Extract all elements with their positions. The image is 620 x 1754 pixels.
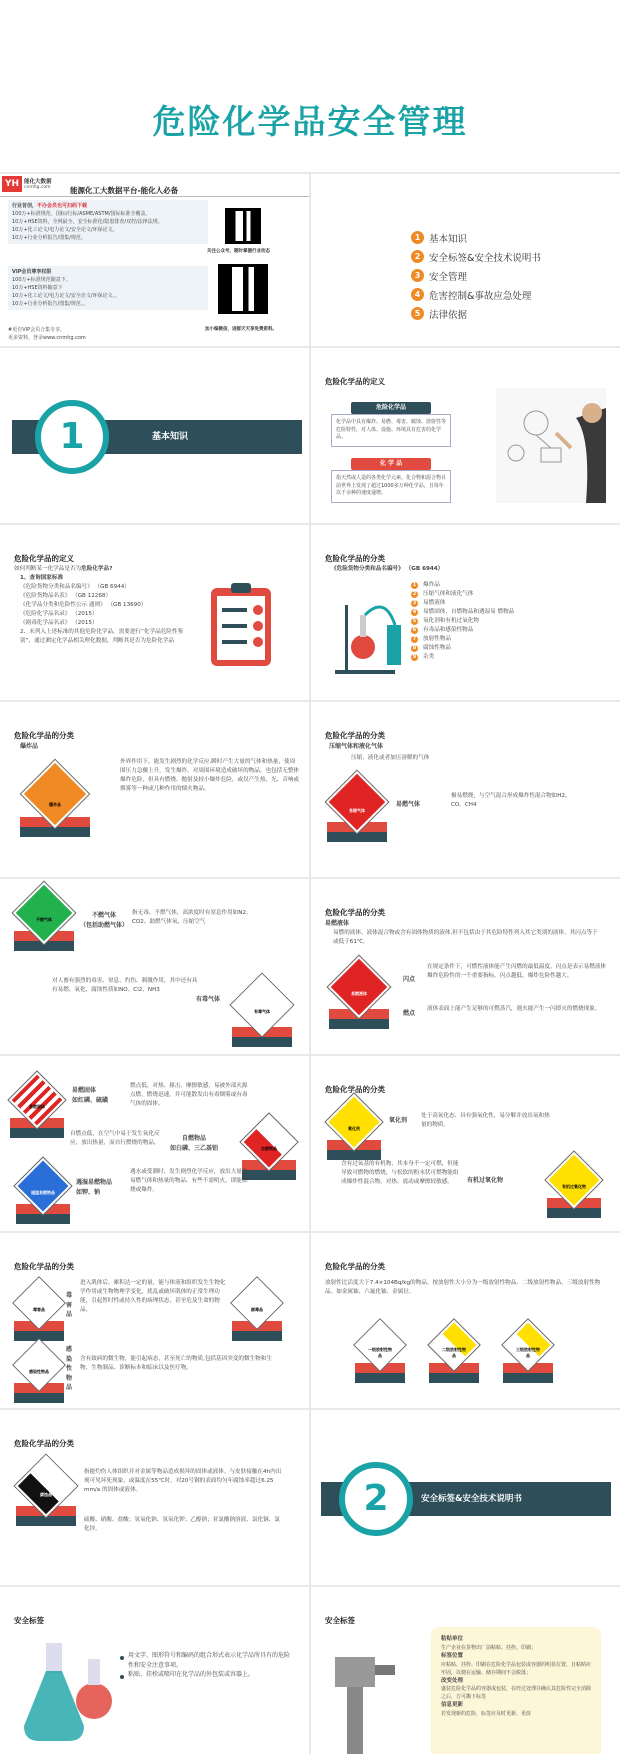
flask-illustration	[14, 1631, 114, 1751]
toxic-gas-label: 有毒气体	[196, 996, 221, 1003]
spontaneous-label: 自燃物品 如白磷、三乙基铝	[170, 1135, 219, 1152]
solid-slide	[0, 1056, 309, 1231]
qr-code-official[interactable]	[225, 208, 261, 244]
card1-text: 化学品中具有爆炸、易燃、毒害、腐蚀、放射性等危险特性，对人体、设施、环境具有危害的化学品。	[331, 414, 451, 447]
nonflam-label: 不燃气体 （包括助燃气体）	[80, 912, 129, 929]
toxic-heading: 危险化学品的分类	[14, 1262, 74, 1271]
organic-peroxide-sign-label: 有机过氧化物	[562, 1184, 586, 1189]
explosive-heading: 危险化学品的分类	[14, 731, 74, 740]
toc-item-1[interactable]: 1 基本知识	[411, 228, 541, 247]
corrosive-text: 指能灼伤人体组织并对金属等物品造成损坏的固体或液体。与皮肤接触在4h内出现可见坏死现象，或温度在55℃时，对20号钢的表面均匀年腐蚀率超过6.25 mm/a 的固体或液体。	[84, 1469, 282, 1493]
page-title: 危险化学品安全管理	[152, 102, 468, 141]
qr1-caption: 关注公众号，随时掌握行业动态	[207, 249, 270, 254]
class-item: 7 放射性物品	[412, 635, 451, 642]
nonflam-sign-label: 不燃气体	[36, 917, 52, 922]
oxidizer-label: 氧化剂	[389, 1117, 408, 1124]
toxic-gas-sign-label: 有毒气体	[254, 1009, 270, 1014]
gas-slide	[311, 702, 620, 877]
liquid-slide	[311, 879, 620, 1054]
toc-slide	[311, 174, 620, 346]
clipboard-icon	[206, 580, 281, 670]
ad-headline: 能源化工大数据平台-能化人必备	[70, 186, 179, 195]
spontaneous-text: 自燃点低，在空气中易于发生氧化反应，放出热量，而自行燃烧的物品。	[70, 1131, 160, 1146]
gas-text: 极易燃烧，与空气混合形成爆炸性混合物如H2、CO、CH4	[451, 793, 571, 808]
radio1-sign-label: 一级放射性物品	[368, 1347, 392, 1358]
qr2-caption: 加小编微信，进群天天享免费资料。	[205, 327, 277, 332]
solid-sign-label: 易燃固体	[29, 1104, 45, 1109]
label-detail-title-2: 标签位置	[441, 1652, 464, 1659]
class-item: 2 压缩气体和液化气体	[412, 590, 474, 597]
gas-sub2: 压缩、液化或者加压溶解的气体	[351, 755, 430, 761]
section2-number: 2	[339, 1462, 413, 1536]
water-reactive-label: 遇湿易燃物品 如钾、钠	[76, 1179, 113, 1196]
lab-apparatus-icon	[325, 585, 405, 680]
section2-slide	[311, 1410, 620, 1585]
class-sub: 《危险货物分类和品名编号》 （GB 6944）	[331, 566, 444, 572]
class-item: 6 有毒品和感染性物品	[412, 626, 474, 633]
gas-sign-label: 易燃气体	[349, 808, 365, 813]
card2-text: 指天然或人造的各类化学元素、化合物和混合物目前世界上发现了超过1000多万种化学品，且每年以千余种的速度递增。	[331, 470, 451, 503]
toxic-slide	[0, 1233, 309, 1408]
label-bullets: 用文字、图形符号和编码的组合形式表示化学品所具有的危险性和安全注意事项。 粘贴、挂栓或喷印在化学品的外包装或容器上。	[120, 1651, 290, 1680]
brand-name: 能化大数据	[24, 179, 52, 185]
toxic-gas-text: 对人畜有强烈的毒害、窒息、灼伤、刺激作用，其中还有具有易燃、氧化、腐蚀性质如NO、Cl2、NH3	[52, 978, 198, 993]
class-item: 1 爆炸品	[412, 582, 440, 588]
explosive-text: 外界作用下，能发生剧烈的化学反应,瞬时产生大量的气体和热量，使周围压力急骤上升，发生爆炸，对周围环境造成破坏的物品。也包括无整体爆炸危险，但具有燃烧、抛射及较小爆炸危险，或仅产生热、光、音响或烟雾等一种或几种作用的烟火物品。	[120, 759, 300, 792]
def2-body: 如何判断某一化学品是否为危险化学品? 1、查询国家标准 《危险货物分类和品名编号》 （GB 6944） 《危险货物品名表》 （GB 12268） 《化学品分类和危险性公示 通则》 （GB 13690） 《危险化学品名录》 （2015） 《剧毒化学品名录》 （2015） 2、未列入上述标准的其他危险化学品，需要进行“化学品危险性鉴别”，通过测定化学品相关理化数据，判断其是否为危险化学品	[14, 566, 184, 644]
spray-nozzle-illustration	[325, 1647, 405, 1754]
explosive-slide	[0, 702, 309, 877]
flammable-solid-text: 燃点低、对热、撞击、摩擦敏感，易被外部火源点燃，燃烧迅速，并可能散发出有毒烟雾或有毒气体的固体。	[130, 1083, 248, 1107]
fire-point-label: 燃点	[403, 1010, 416, 1017]
water-reactive-sign-label: 遇湿易燃物品	[31, 1190, 55, 1195]
explosive-sign-label: 爆炸品	[49, 802, 61, 807]
water-reactive-text: 遇水或受潮时，发生剧烈化学反应，放出大量的易燃气体和热量的物品。有些不需明火，即能燃烧或爆炸。	[130, 1169, 248, 1193]
brand-logo: YH	[2, 176, 22, 192]
toxic-label: 毒害品	[66, 1292, 73, 1319]
definition-slide	[311, 348, 620, 523]
liquid-text: 易燃的液体、液体混合物或含有固体物质的液体,但不包括由于其危险特性列入其它类别的液体。其闪点等于或低于61℃。	[333, 930, 598, 945]
ad-block1: 行业首创，不办会员也可扫码下载 100万+标准规范、国标/行标/ASME/ASTM/国际标准全覆盖。 10万+HSE资料，全网最全，安全标准化/隐患排查/双控/法律法规。 10万+化工论文/电力论文/安全论文/环保论文。 10万+行业分析报告/图集/规范。	[8, 200, 208, 244]
gas-label: 易燃气体	[396, 801, 421, 808]
label-detail-slide	[311, 1587, 620, 1754]
section1-number: 1	[35, 400, 109, 474]
radioactive-slide	[311, 1233, 620, 1408]
toc-item-3[interactable]: 3 安全管理	[411, 266, 541, 285]
toxic-text: 进入肌体后，累积达一定的量，能与体液和组织发生生物化学作用或生物物理学变化，扰乱或破坏肌体的正常生理功能，引起暂时性或持久性的病理状态，甚至危及生命的物品。	[80, 1280, 226, 1313]
organic-peroxide-text: 含有过氧基的有机物，其本身不一定可燃，但能导致可燃物的燃烧，与松软的粉末状可燃物能组成爆炸性混合物，对热、震动或摩擦较敏感。	[341, 1161, 459, 1185]
organic-peroxide-label: 有机过氧化物	[467, 1177, 504, 1184]
title-slide	[0, 0, 620, 172]
fire-point-text: 液体表面上能产生足够的可燃蒸汽，遇火能产生一闪即灭的燃烧现象。	[427, 1006, 601, 1012]
radio-heading: 危险化学品的分类	[325, 1262, 385, 1271]
highly-toxic-sign-label: 剧毒品	[251, 1307, 263, 1312]
card1-title: 危险化学品	[351, 402, 431, 414]
oxidizer-text: 处于高氧化态、具有强氧化性，易分解并放出氧和热量的物质。	[421, 1113, 550, 1128]
gas-sub: 压缩气体和液化气体	[329, 743, 384, 750]
section1-banner: 基本知识	[12, 420, 302, 454]
toxic-sign-label: 毒害品	[33, 1307, 45, 1312]
spontaneous-sign-label: 自燃物品	[261, 1146, 277, 1151]
label-detail-title-4: 信息更新	[441, 1702, 464, 1709]
infectious-text: 含有致病的微生物，能引起病态，甚至死亡的物质,包括基因突变的微生物和生物、生物制品、诊断标本和临床以及医疗物。	[80, 1356, 272, 1371]
judge-slide	[0, 525, 309, 700]
section1-slide	[0, 348, 309, 523]
corrosive-slide	[0, 1410, 309, 1585]
liquid-heading: 危险化学品的分类	[325, 908, 385, 917]
flash-point-label: 闪点	[403, 976, 416, 983]
radio3-sign-label: 三级放射性物品	[516, 1347, 540, 1358]
nonflam-slide	[0, 879, 309, 1054]
class-list-slide	[311, 525, 620, 700]
section2-banner: 安全标签&安全技术说明书	[321, 1482, 611, 1516]
class-item: 9 杂类	[412, 653, 435, 660]
liquid-sub: 易燃液体	[325, 920, 350, 927]
toc-list	[411, 228, 541, 323]
oxidizer-heading: 危险化学品的分类	[325, 1085, 385, 1094]
gas-heading: 危险化学品的分类	[325, 731, 385, 740]
nonflam-text: 指无毒、不燃气体，高浓度时有窒息作用如N2、CO2、助燃气体氧、压缩空气	[132, 910, 252, 925]
toc-item-2[interactable]: 2 安全标签&安全技术说明书	[411, 247, 541, 266]
corrosive-heading: 危险化学品的分类	[14, 1439, 74, 1448]
toc-item-5[interactable]: 5 法律依据	[411, 304, 541, 323]
businessman-illustration	[496, 388, 606, 503]
flammable-solid-label: 易燃固体 如红磷、硫磺	[72, 1087, 109, 1104]
label2-heading: 安全标签	[325, 1616, 355, 1625]
class-item: 8 腐蚀性物品	[412, 644, 451, 651]
card2-title: 化 学 品	[351, 458, 431, 470]
radio-text: 放射性比活度大于7.4×104Bq/kg的物品。按放射性大小分为一级放射性物品、二级放射性物品、三级放射性物品。如金属铀、六氟化铀、金属钍。	[325, 1280, 601, 1295]
ad-slide	[0, 174, 309, 346]
label-slide	[0, 1587, 309, 1754]
class-item: 5 氧化剂和有机过氧化物	[412, 617, 479, 624]
infectious-label: 感染性物品	[66, 1346, 73, 1392]
radio2-sign-label: 二级放射性物品	[442, 1347, 466, 1358]
brand-url: cnmhg.com	[24, 185, 51, 190]
infectious-sign-label: 感染性物品	[29, 1369, 49, 1374]
def2-heading: 危险化学品的定义	[14, 554, 74, 563]
qr-code-wechat[interactable]	[218, 264, 268, 314]
ad-block2: VIP会员尊享权限 100万+标准规范随意下。 10万+HSE资料随意下 10万+化工论文/电力论文/安全论文/环保论文。。 10万+行业分析报告/图集/规范。。	[8, 266, 208, 310]
ad-more: #更有VIP会员合集专享。 更多资料，登录www.cnmhg.com	[8, 327, 86, 341]
toc-item-4[interactable]: 4 危害控制&事故应急处理	[411, 285, 541, 304]
corrosive-examples: 硫酸、硝酸、盐酸；氢氧化钠、氢氧化钾；乙醇钠；亚氯酸钠溶液、氯化铜、氯化锌。	[84, 1517, 280, 1532]
label-heading: 安全标签	[14, 1616, 44, 1625]
def-heading: 危险化学品的定义	[325, 377, 385, 386]
label-detail-title-1: 粘贴单位	[441, 1636, 464, 1642]
class-item: 4 易燃固体、自燃物品和遇湿易 燃物品	[412, 608, 515, 615]
class-item: 3 易燃液体	[412, 599, 446, 606]
flash-point-text: 在规定条件下，可燃性液体能产生闪燃的最低温度。闪点是表示易燃液体爆炸危险性的一个重要指标，闪点越低，爆炸危险性越大。	[427, 964, 607, 979]
label-detail-title-3: 改变处理	[441, 1677, 464, 1684]
class-heading: 危险化学品的分类	[325, 554, 385, 563]
class-items	[411, 581, 514, 661]
oxidizer-sign-label: 氧化剂	[348, 1126, 360, 1131]
oxidizer-slide	[311, 1056, 620, 1231]
liquid-sign-label: 易燃液体	[351, 991, 367, 996]
explosive-sub: 爆炸品	[20, 743, 39, 750]
label-detail-panel: 粘贴单位 生产企业在货物出厂前粘贴、挂拴、印刷； 标签位置 应粘贴、挂拴、印刷在危险化学品包装或容器的明显位置，且粘贴应牢固，以便在运输、储存期间不会脱落； 改变处理 盛装危险化学品的容器或包装，在经过处理并确认其危险性完全消除之后，方可撕下标签 信息更新 若发现新的危险，标签应及时更新，更改	[431, 1627, 601, 1754]
corrosive-sign-label: 腐蚀品	[40, 1492, 52, 1497]
